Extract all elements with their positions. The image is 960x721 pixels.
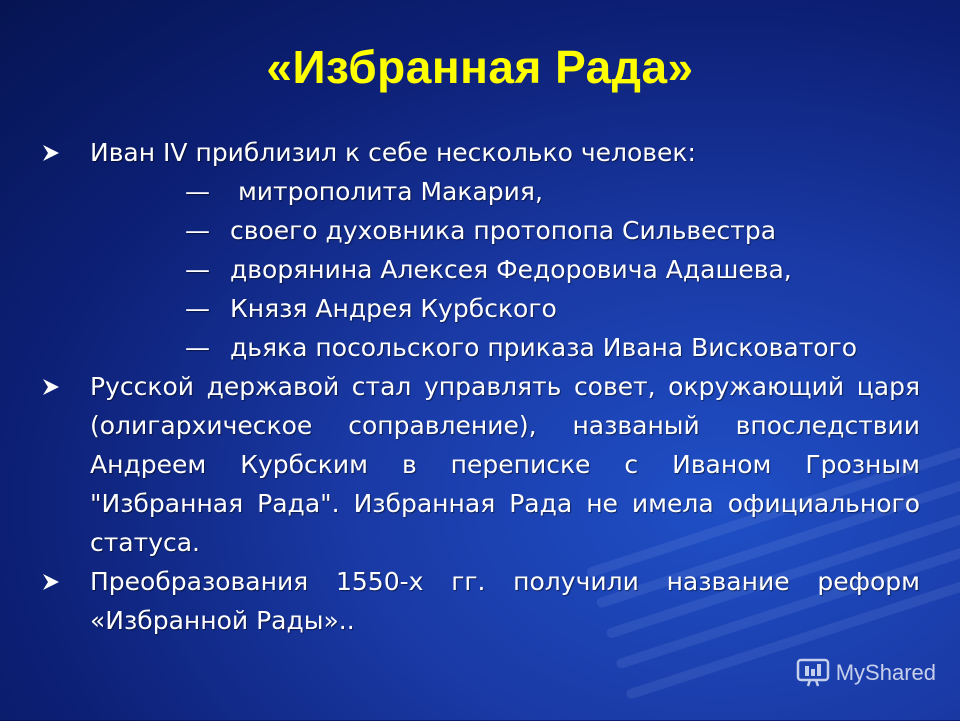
sub-item: [40, 211, 920, 250]
slide-title: «Избранная Рада»: [266, 41, 694, 93]
bullet-item: [40, 133, 920, 172]
sub-item: [40, 172, 920, 211]
slide-content: [40, 133, 920, 640]
sub-item-text: Князя Андрея Курбского: [230, 294, 557, 323]
arrow-bullet-icon: [42, 562, 62, 601]
myshared-watermark[interactable]: [796, 656, 936, 690]
sub-item-text: дворянина Алексея Федоровича Адашева,: [230, 255, 792, 284]
myshared-logo-icon: [796, 658, 830, 688]
bullet-item: [40, 367, 920, 562]
sub-item: [40, 250, 920, 289]
bullet-text: Русской державой стал управлять совет, окружающий царя (олигархическое соправление), названый впоследствии Андреем Курбским в переписке с Иваном Грозным "Избранная Рада". Избранная Рада не имела официального статуса.: [90, 372, 920, 557]
arrow-bullet-icon: [42, 367, 62, 406]
arrow-bullet-icon: [42, 133, 62, 172]
dash-marker: —: [185, 216, 210, 245]
bullet-text: Иван IV приблизил к себе несколько человек:: [90, 138, 696, 167]
bullet-text: Преобразования 1550-х гг. получили название реформ «Избранной Рады»..: [90, 567, 920, 635]
dash-marker: —: [185, 294, 210, 323]
sub-item: [40, 289, 920, 328]
dash-marker: —: [185, 177, 210, 206]
sub-item-text: своего духовника протопопа Сильвестра: [230, 216, 777, 245]
sub-item-text: дьяка посольского приказа Ивана Висковатого: [230, 333, 858, 362]
sub-item-text: митрополита Макария,: [230, 177, 543, 206]
dash-marker: —: [185, 255, 210, 284]
sub-item: [40, 328, 920, 367]
watermark-text: MyShared: [835, 660, 936, 685]
dash-marker: —: [185, 333, 210, 362]
bullet-item: [40, 562, 920, 640]
